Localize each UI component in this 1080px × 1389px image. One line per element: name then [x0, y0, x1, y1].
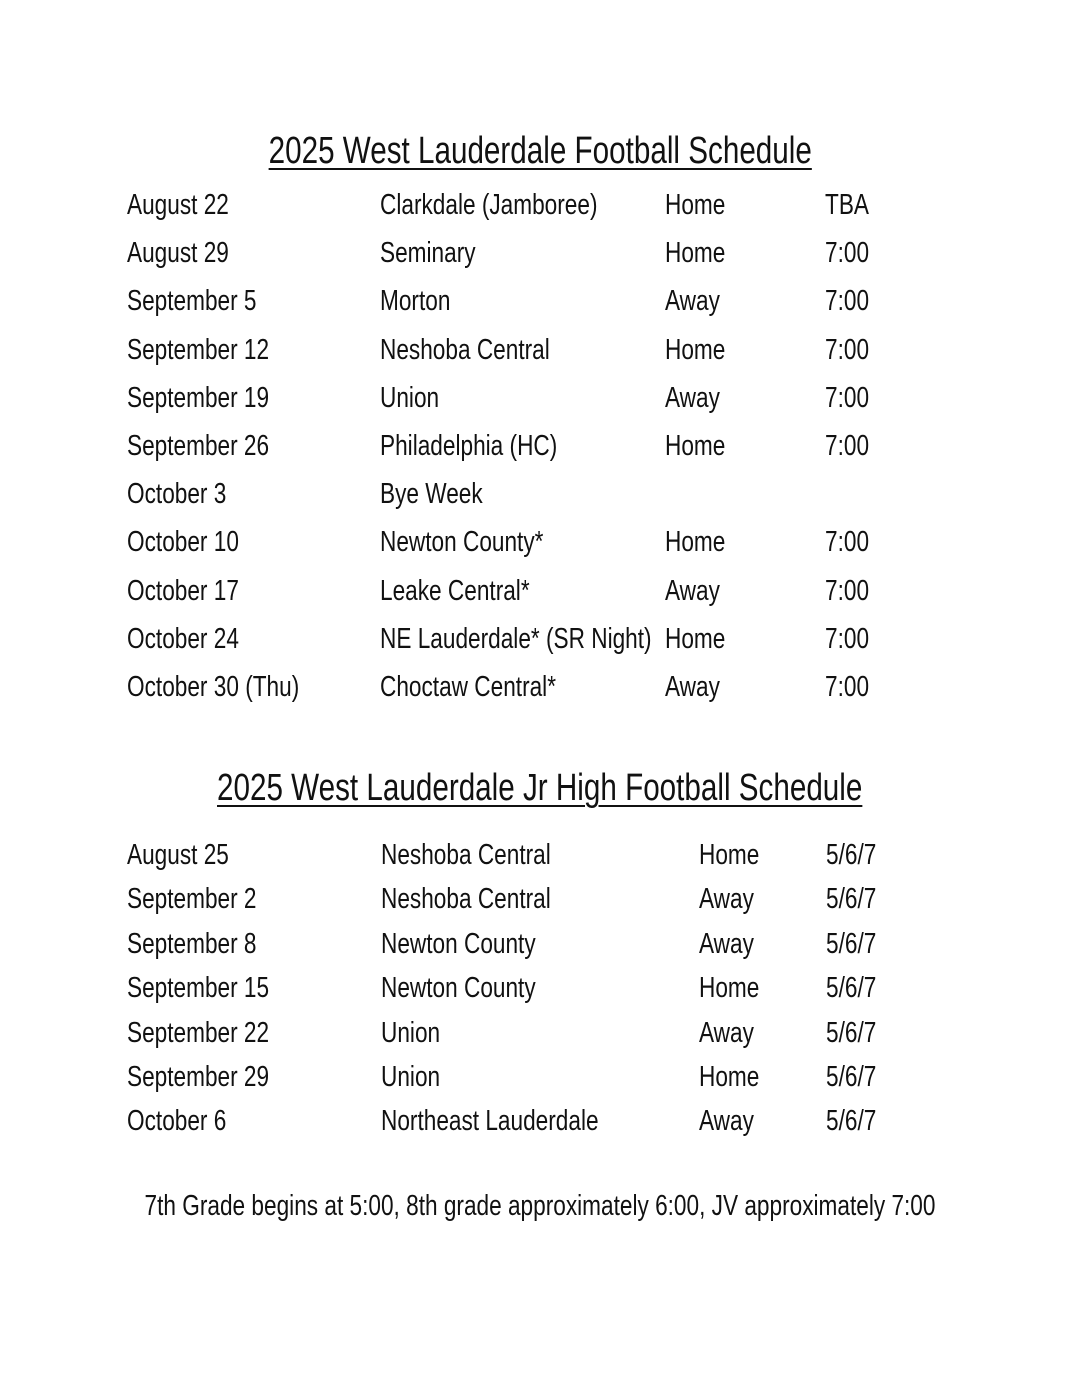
- cell-location: Home: [665, 237, 726, 270]
- cell-time: 7:00: [825, 526, 870, 559]
- cell-location: Away: [699, 1016, 754, 1049]
- cell-opponent: Newton County: [381, 927, 536, 960]
- cell-opponent: Leake Central*: [380, 574, 530, 607]
- cell-time: 7:00: [825, 574, 870, 607]
- cell-time: 5/6/7: [826, 927, 877, 960]
- cell-time: 7:00: [825, 285, 870, 318]
- cell-opponent: Newton County: [381, 972, 536, 1005]
- cell-date: September 8: [127, 927, 257, 960]
- varsity-schedule-title: [0, 130, 1080, 173]
- cell-time: 7:00: [825, 622, 870, 655]
- cell-location: Away: [699, 1105, 754, 1138]
- cell-opponent: Newton County*: [380, 526, 544, 559]
- cell-date: October 6: [127, 1105, 227, 1138]
- cell-date: September 29: [127, 1061, 270, 1093]
- cell-location: Home: [665, 189, 726, 221]
- cell-location: Away: [699, 927, 754, 960]
- cell-opponent: Neshoba Central: [381, 883, 551, 916]
- cell-time: 7:00: [825, 671, 870, 703]
- cell-time: 5/6/7: [826, 1061, 877, 1093]
- cell-location: Home: [665, 333, 726, 366]
- cell-location: Home: [699, 1061, 760, 1093]
- cell-opponent: NE Lauderdale* (SR Night): [380, 622, 652, 655]
- jrhigh-schedule-title: [0, 767, 1080, 810]
- cell-location: Home: [699, 839, 760, 871]
- varsity-title-text: 2025 West Lauderdale Football Schedule: [268, 130, 812, 172]
- cell-time: TBA: [825, 189, 869, 221]
- cell-time: 5/6/7: [826, 1016, 877, 1049]
- cell-time: 5/6/7: [826, 1105, 877, 1138]
- cell-opponent: Neshoba Central: [381, 839, 551, 871]
- cell-opponent: Clarkdale (Jamboree): [380, 189, 598, 221]
- cell-location: Home: [665, 622, 726, 655]
- cell-date: August 25: [127, 839, 229, 871]
- cell-location: Home: [699, 972, 760, 1005]
- cell-opponent: Choctaw Central*: [380, 671, 557, 703]
- cell-date: September 26: [127, 430, 270, 462]
- cell-time: 5/6/7: [826, 972, 877, 1005]
- cell-location: Home: [665, 430, 726, 462]
- cell-location: Away: [665, 671, 720, 703]
- cell-opponent: Neshoba Central: [380, 333, 550, 366]
- cell-opponent: Bye Week: [380, 478, 483, 511]
- cell-date: August 29: [127, 237, 229, 270]
- cell-date: September 5: [127, 285, 257, 318]
- cell-time: 7:00: [825, 333, 870, 366]
- cell-date: September 15: [127, 972, 270, 1005]
- cell-date: September 2: [127, 883, 257, 916]
- footnote-text: 7th Grade begins at 5:00, 8th grade approximately 6:00, JV approximately 7:00: [144, 1190, 936, 1222]
- cell-opponent: Union: [381, 1016, 441, 1049]
- cell-date: October 17: [127, 574, 239, 607]
- cell-date: October 10: [127, 526, 239, 559]
- cell-time: 7:00: [825, 381, 870, 414]
- cell-date: October 3: [127, 478, 227, 511]
- cell-location: Away: [665, 381, 720, 414]
- cell-time: 7:00: [825, 430, 870, 462]
- cell-date: September 22: [127, 1016, 270, 1049]
- cell-location: Away: [665, 574, 720, 607]
- cell-location: Away: [699, 883, 754, 916]
- cell-opponent: Seminary: [380, 237, 476, 270]
- cell-date: October 24: [127, 622, 239, 655]
- footnote: [0, 1190, 1080, 1223]
- cell-location: Away: [665, 285, 720, 318]
- cell-opponent: Union: [381, 1061, 441, 1093]
- cell-time: 7:00: [825, 237, 870, 270]
- cell-date: October 30 (Thu): [127, 671, 300, 703]
- cell-opponent: Philadelphia (HC): [380, 430, 558, 462]
- cell-date: September 12: [127, 333, 270, 366]
- cell-time: 5/6/7: [826, 839, 877, 871]
- cell-opponent: Northeast Lauderdale: [381, 1105, 599, 1138]
- cell-time: 5/6/7: [826, 883, 877, 916]
- cell-date: August 22: [127, 189, 229, 221]
- cell-date: September 19: [127, 381, 270, 414]
- cell-opponent: Morton: [380, 285, 451, 318]
- cell-opponent: Union: [380, 381, 440, 414]
- cell-location: Home: [665, 526, 726, 559]
- jrhigh-title-text: 2025 West Lauderdale Jr High Football Schedule: [217, 767, 863, 809]
